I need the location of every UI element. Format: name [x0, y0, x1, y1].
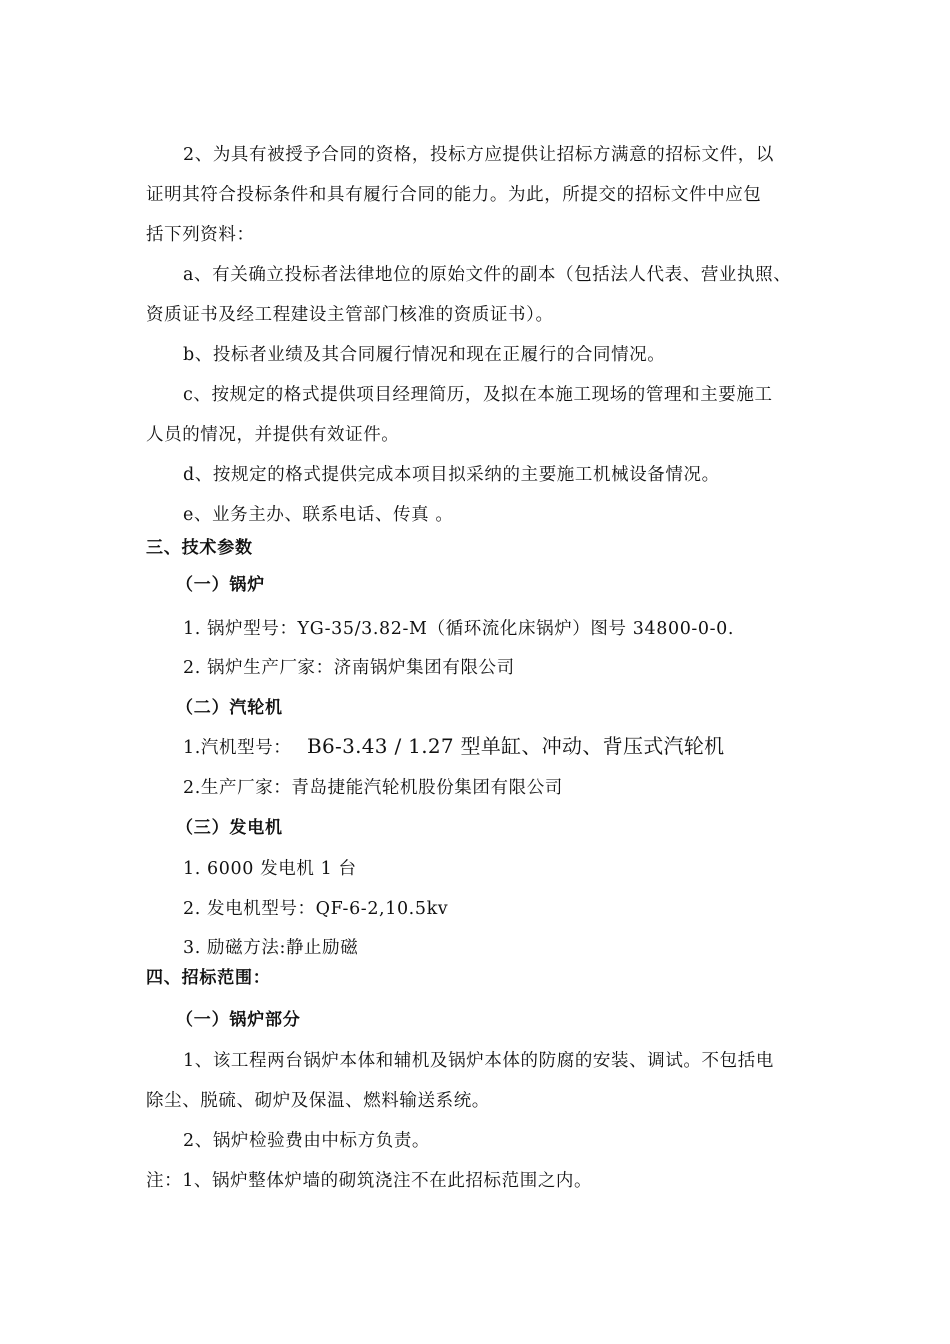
- turbine-model-value: B6-3.43 / 1.27 型单缸、冲动、背压式汽轮机: [307, 734, 725, 758]
- paragraph-line: a、有关确立投标者法律地位的原始文件的副本（包括法人代表、营业执照、: [183, 265, 792, 285]
- paragraph-line: c、按规定的格式提供项目经理简历，及拟在本施工现场的管理和主要施工: [183, 385, 773, 405]
- paragraph-line: 2、锅炉检验费由中标方负责。: [183, 1131, 431, 1151]
- section-heading: 四、招标范围：: [146, 968, 271, 988]
- paragraph-line: d、按规定的格式提供完成本项目拟采纳的主要施工机械设备情况。: [183, 465, 720, 485]
- paragraph-line: 资质证书及经工程建设主管部门核准的资质证书）。: [146, 305, 554, 325]
- paragraph-line: 1. 锅炉型号：YG-35/3.82-M（循环流化床锅炉）图号 34800-0-0.: [183, 619, 735, 639]
- paragraph-line: 2、为具有被授予合同的资格，投标方应提供让招标方满意的招标文件，以: [183, 145, 774, 165]
- paragraph-line: 2.生产厂家：青岛捷能汽轮机股份集团有限公司: [183, 778, 563, 798]
- paragraph-line: 3. 励磁方法:静止励磁: [183, 938, 359, 958]
- subsection-heading: （三）发电机: [176, 818, 283, 838]
- section-heading: 三、技术参数: [146, 538, 253, 558]
- paragraph-line: 人员的情况，并提供有效证件。: [146, 425, 400, 445]
- paragraph-line: 2. 发电机型号：QF-6-2,10.5kv: [183, 899, 449, 919]
- subsection-heading: （一）锅炉部分: [176, 1010, 301, 1030]
- note-line: 注：1、锅炉整体炉墙的砌筑浇注不在此招标范围之内。: [146, 1171, 593, 1191]
- paragraph-line: 2. 锅炉生产厂家：济南锅炉集团有限公司: [183, 658, 515, 678]
- paragraph-line: 1. 6000 发电机 1 台: [183, 859, 357, 879]
- paragraph-line: 括下列资料：: [146, 225, 255, 245]
- paragraph-line: 除尘、脱硫、砌炉及保温、燃料输送系统。: [146, 1091, 490, 1111]
- subsection-heading: （二）汽轮机: [176, 698, 283, 718]
- paragraph-line: 1、该工程两台锅炉本体和辅机及锅炉本体的防腐的安装、调试。不包括电: [183, 1051, 774, 1071]
- paragraph-line: b、投标者业绩及其合同履行情况和现在正履行的合同情况。: [183, 345, 666, 365]
- paragraph-line: e、业务主办、联系电话、传真 。: [183, 505, 454, 525]
- paragraph-line: 1.汽机型号：: [183, 738, 292, 758]
- paragraph-line: 证明其符合投标条件和具有履行合同的能力。为此，所提交的招标文件中应包: [146, 185, 762, 205]
- subsection-heading: （一）锅炉: [176, 575, 265, 595]
